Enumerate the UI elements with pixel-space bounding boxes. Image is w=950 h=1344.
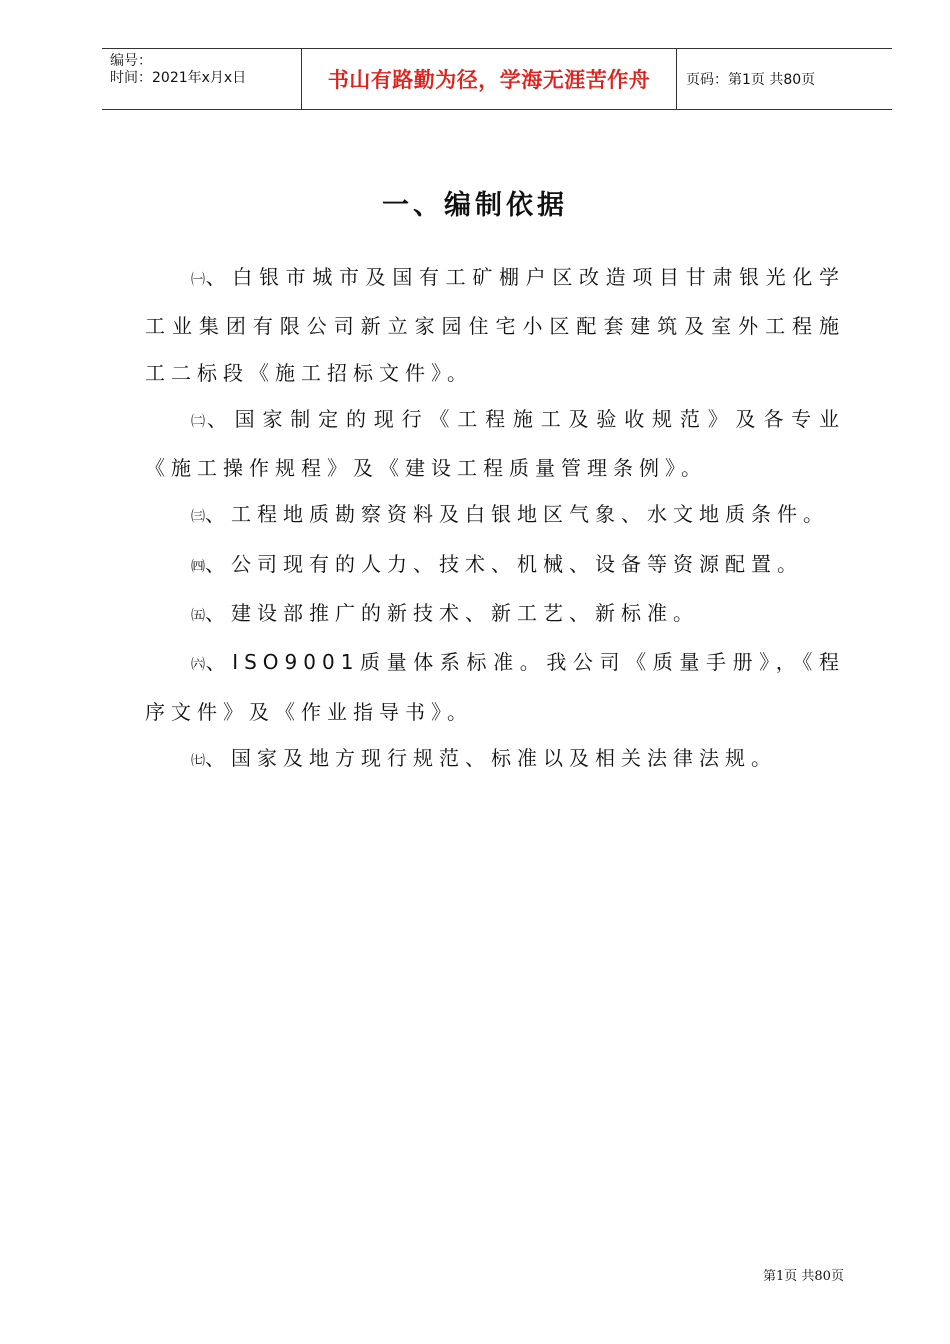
paragraph xyxy=(145,590,845,639)
item-text: 、公司现有的人力、技术、机械、设备等资源配置。 xyxy=(205,551,803,576)
header-motto: 书山有路勤为径，学海无涯苦作舟 xyxy=(302,49,677,109)
page-footer: 第1页 共80页 xyxy=(763,1269,844,1284)
item-text: 、建设部推广的新技术、新工艺、新标准。 xyxy=(205,601,699,626)
document-number: 编号： xyxy=(110,53,152,69)
page-header xyxy=(102,48,892,110)
section-title: 一、编制依据 xyxy=(382,190,568,221)
paragraph xyxy=(145,396,845,492)
item-marker: ㈡ xyxy=(191,413,207,430)
item-marker: ㈥ xyxy=(191,657,206,674)
item-text: 、ISO9001质量体系标准。我公司《质量手册》，《程序文件》及《作业指导书》。 xyxy=(145,650,846,724)
item-marker: ㈢ xyxy=(191,509,205,526)
item-marker: ㈦ xyxy=(191,752,205,769)
item-text: 、工程地质勘察资料及白银地区气象、水文地质条件。 xyxy=(205,502,829,527)
document-date: 时间：2021年x月x日 xyxy=(110,70,247,86)
item-text: 、白银市城市及国有工矿棚户区改造项目甘肃银光化学工业集团有限公司新立家园住宅小区配套建筑及室外工程施工二标段《施工招标文件》。 xyxy=(145,265,846,385)
header-page-info: 页码：第1页 共80页 xyxy=(686,72,816,88)
document-body xyxy=(145,254,845,784)
paragraph xyxy=(145,639,845,735)
item-text: 、国家制定的现行《工程施工及验收规范》及各专业《施工操作规程》及《建设工程质量管理条例》。 xyxy=(145,406,846,481)
item-marker: ㈣ xyxy=(191,558,205,575)
item-marker: ㈤ xyxy=(191,608,205,625)
paragraph xyxy=(145,254,845,396)
paragraph xyxy=(145,735,845,784)
item-text: 、国家及地方现行规范、标准以及相关法律法规。 xyxy=(205,745,777,770)
paragraph xyxy=(145,491,845,540)
paragraph xyxy=(145,541,845,590)
item-marker: ㈠ xyxy=(191,272,206,288)
header-meta xyxy=(102,49,302,109)
